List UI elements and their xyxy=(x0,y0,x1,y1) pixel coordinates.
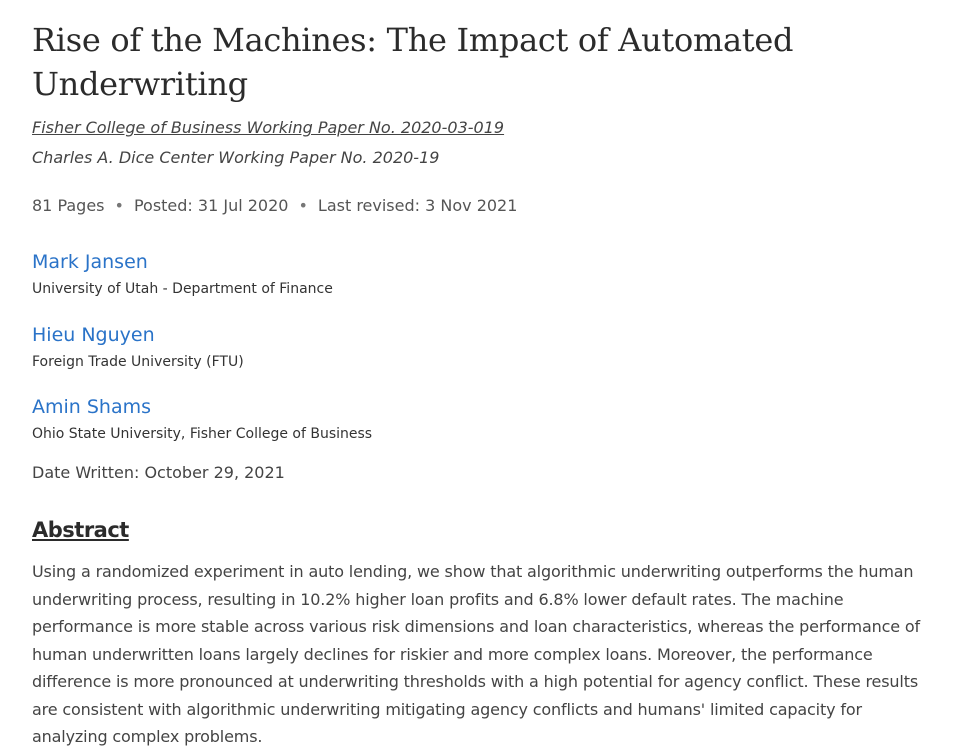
abstract-text: Using a randomized experiment in auto lending, we show that algorithmic underwriting outperforms the human underwriting process, resulting in 10.2% higher loan profits and 6.8% lower default rates. The machine performance is more stable across various risk dimensions and loan characteristics, whereas the performance of human underwritten loans largely declines for riskier and more complex loans. Moreover, the performance difference is more pronounced at underwriting thresholds with a high potential for agency conflict. These results are consistent with algorithmic underwriting mitigating agency conflicts and humans' limited capacity for analyzing complex problems. xyxy=(32,562,921,746)
paper-title: Rise of the Machines: The Impact of Automated Underwriting xyxy=(32,21,794,103)
meta-separator: • xyxy=(298,196,308,215)
posted-date: Posted: 31 Jul 2020 xyxy=(133,196,289,215)
page-count: 81 Pages xyxy=(32,196,105,215)
meta-separator: • xyxy=(114,196,124,215)
series-link-fisher[interactable]: Fisher College of Business Working Paper No. 2020-03-019 xyxy=(32,118,505,137)
author-affiliation: Foreign Trade University (FTU) xyxy=(32,354,244,370)
revised-date: Last revised: 3 Nov 2021 xyxy=(317,196,518,215)
abstract-heading: Abstract xyxy=(32,518,129,542)
author-affiliation: University of Utah - Department of Finance xyxy=(32,281,333,297)
author-link-nguyen[interactable]: Hieu Nguyen xyxy=(32,324,155,346)
series-dice-center: Charles A. Dice Center Working Paper No. 2020-19 xyxy=(32,148,440,167)
date-written: Date Written: October 29, 2021 xyxy=(32,463,285,482)
author-link-jansen[interactable]: Mark Jansen xyxy=(32,251,148,273)
author-link-shams[interactable]: Amin Shams xyxy=(32,396,152,418)
paper-meta xyxy=(32,196,517,216)
author-affiliation: Ohio State University, Fisher College of Business xyxy=(32,426,373,442)
